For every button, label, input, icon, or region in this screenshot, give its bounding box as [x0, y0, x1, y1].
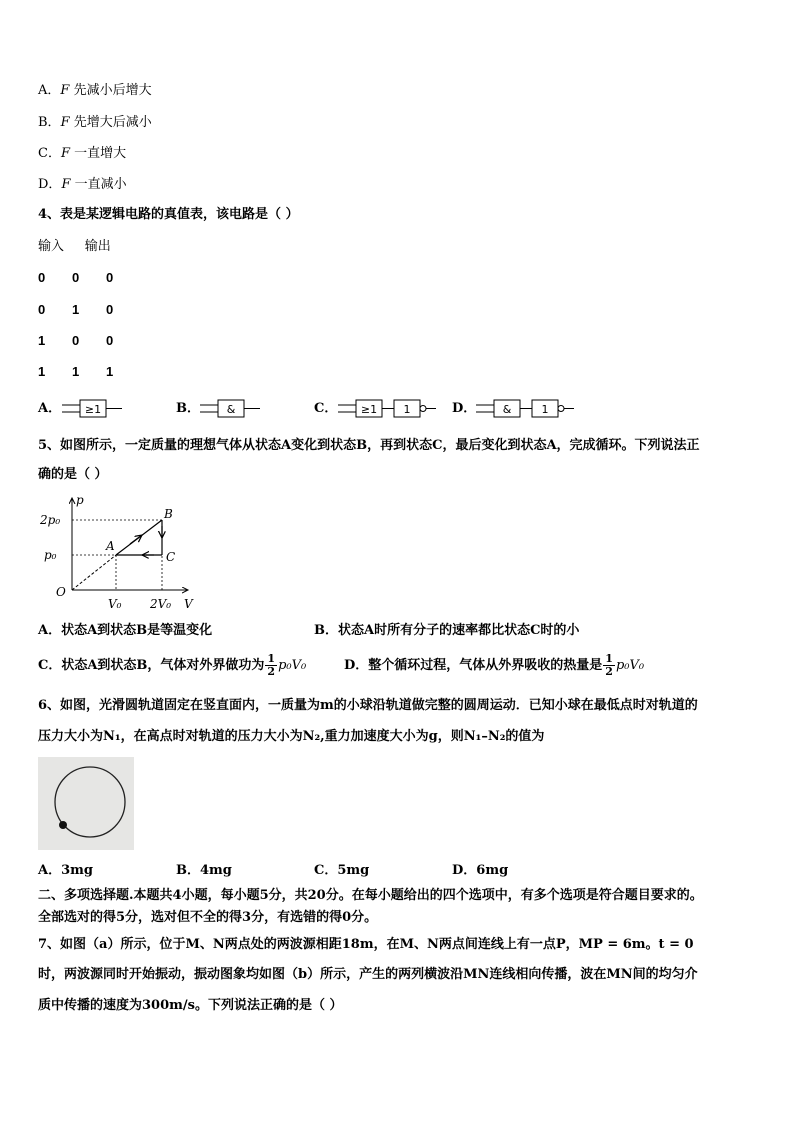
- q4-option-c-letter: C．: [314, 401, 338, 416]
- option-letter: A．: [38, 83, 61, 98]
- gate-symbol: &: [502, 403, 512, 416]
- cell: 1: [106, 364, 114, 379]
- nand-gate-icon: [476, 398, 576, 420]
- gate-symbol: ≥1: [84, 403, 102, 416]
- q6-option-c: C．5mg: [314, 863, 370, 878]
- option-text: 先增大后减小: [73, 115, 152, 130]
- option-letter: C．: [38, 146, 61, 161]
- option-text: 先减小后增大: [73, 83, 152, 98]
- point-c-label: C: [166, 550, 176, 564]
- cell: 1: [38, 364, 46, 379]
- option-letter: B．: [38, 115, 61, 130]
- q4-option-b-letter: B．: [176, 401, 200, 416]
- tick-v0: V₀: [108, 597, 122, 611]
- truth-table-row: [38, 363, 140, 381]
- cell: 0: [106, 302, 114, 317]
- q5-stem-line2: 确的是（ ）: [38, 467, 108, 482]
- header-output: 输出: [84, 239, 111, 254]
- denominator: 2: [267, 665, 276, 678]
- numerator: 1: [267, 652, 276, 665]
- cell: 1: [38, 333, 46, 348]
- nor-gate-icon: [338, 398, 438, 420]
- q5-option-a: A．状态A到状态B是等温变化: [38, 623, 213, 638]
- origin-label: O: [56, 585, 66, 599]
- and-gate-icon: [200, 398, 262, 420]
- q3-option-a: [38, 82, 152, 100]
- option-c-text: C．状态A到状态B，气体对外界做功为: [38, 658, 265, 673]
- q7-stem-line1: 7、如图（a）所示，位于M、N两点处的两波源相距18m，在M、N两点间连线上有一点P，MP = 6m。t = 0: [38, 937, 694, 952]
- point-a-label: A: [106, 539, 115, 553]
- cell: 0: [38, 270, 46, 285]
- q5-option-b: B．状态A时所有分子的速率都比状态C时的小: [314, 623, 580, 638]
- truth-table-row: [38, 301, 140, 319]
- axis-p-label: p: [76, 493, 84, 507]
- section2-heading-line1: 二、多项选择题.本题共4小题，每小题5分，共20分。在每小题给出的四个选项中，有多个选项是符合题目要求的。: [38, 888, 703, 903]
- tick-p0: p₀: [44, 548, 57, 562]
- q6-option-d: D．6mg: [452, 863, 509, 878]
- numerator: 1: [605, 652, 613, 665]
- q4-option-a-letter: A．: [38, 401, 62, 416]
- section2-heading-line2: 全部选对的得5分，选对但不全的得3分，有选错的得0分。: [38, 910, 378, 925]
- q4-option-d-letter: D．: [452, 401, 477, 416]
- option-letter: D．: [38, 177, 62, 192]
- circle-track-icon: [38, 757, 134, 850]
- q3-option-d: [38, 176, 127, 194]
- cell: 0: [106, 270, 114, 285]
- pv-diagram: [38, 492, 198, 614]
- tick-2v0: 2V₀: [150, 597, 172, 611]
- gate-symbol: 1: [403, 403, 411, 416]
- q5-option-c: [38, 652, 306, 680]
- q3-option-c: [38, 145, 126, 163]
- point-b-label: B: [164, 507, 173, 521]
- gate-symbol: 1: [541, 403, 549, 416]
- tick-2p0: 2p₀: [40, 513, 61, 527]
- or-gate-icon: [62, 398, 124, 420]
- q7-stem-line3: 质中传播的速度为300m/s。下列说法正确的是（ ）: [38, 998, 343, 1013]
- option-var: F: [61, 177, 71, 192]
- q5-option-d: [344, 652, 644, 680]
- option-d-text: D．整个循环过程，气体从外界吸收的热量是: [344, 658, 603, 673]
- option-var: F: [60, 115, 70, 130]
- q6-option-b: B．4mg: [176, 863, 232, 878]
- gate-symbol: &: [226, 403, 236, 416]
- formula-tail: p₀V₀: [615, 658, 645, 673]
- q5-stem-line1: 5、如图所示，一定质量的理想气体从状态A变化到状态B，再到状态C，最后变化到状态A，完成循环。下列说法正: [38, 438, 700, 453]
- denominator: 2: [605, 665, 613, 678]
- header-input: 输入: [38, 239, 65, 254]
- q4-stem: 4、表是某逻辑电路的真值表，该电路是（ ）: [38, 207, 299, 222]
- fraction: [603, 653, 615, 678]
- circular-track-photo: [38, 757, 134, 850]
- truth-table-row: [38, 332, 140, 350]
- ball-icon: [59, 821, 67, 829]
- cell: 0: [106, 333, 114, 348]
- option-var: F: [60, 146, 70, 161]
- q3-option-b: [38, 114, 152, 132]
- truth-table-header: [38, 238, 111, 256]
- option-var: F: [60, 83, 70, 98]
- cell: 1: [72, 364, 80, 379]
- truth-table-row: [38, 269, 140, 287]
- axis-v-label: V: [184, 597, 193, 611]
- option-text: 一直减小: [74, 177, 127, 192]
- q7-stem-line2: 时，两波源同时开始振动，振动图象均如图（b）所示，产生的两列横波沿MN连线相向传播，波在MN间的均匀介: [38, 967, 698, 982]
- cell: 0: [72, 333, 80, 348]
- cell: 1: [72, 302, 80, 317]
- q6-stem-line1: 6、如图，光滑圆轨道固定在竖直面内，一质量为m的小球沿轨道做完整的圆周运动．已知小球在最低点时对轨道的: [38, 698, 698, 713]
- cell: 0: [72, 270, 80, 285]
- q6-option-a: A．3mg: [38, 863, 93, 878]
- q6-stem-line2: 压力大小为N₁，在高点时对轨道的压力大小为N₂,重力加速度大小为g，则N₁–N₂的值为: [38, 729, 545, 744]
- formula-tail: p₀V₀: [278, 658, 307, 673]
- option-text: 一直增大: [74, 146, 127, 161]
- gate-symbol: ≥1: [360, 403, 378, 416]
- cell: 0: [38, 302, 46, 317]
- fraction: [265, 653, 277, 678]
